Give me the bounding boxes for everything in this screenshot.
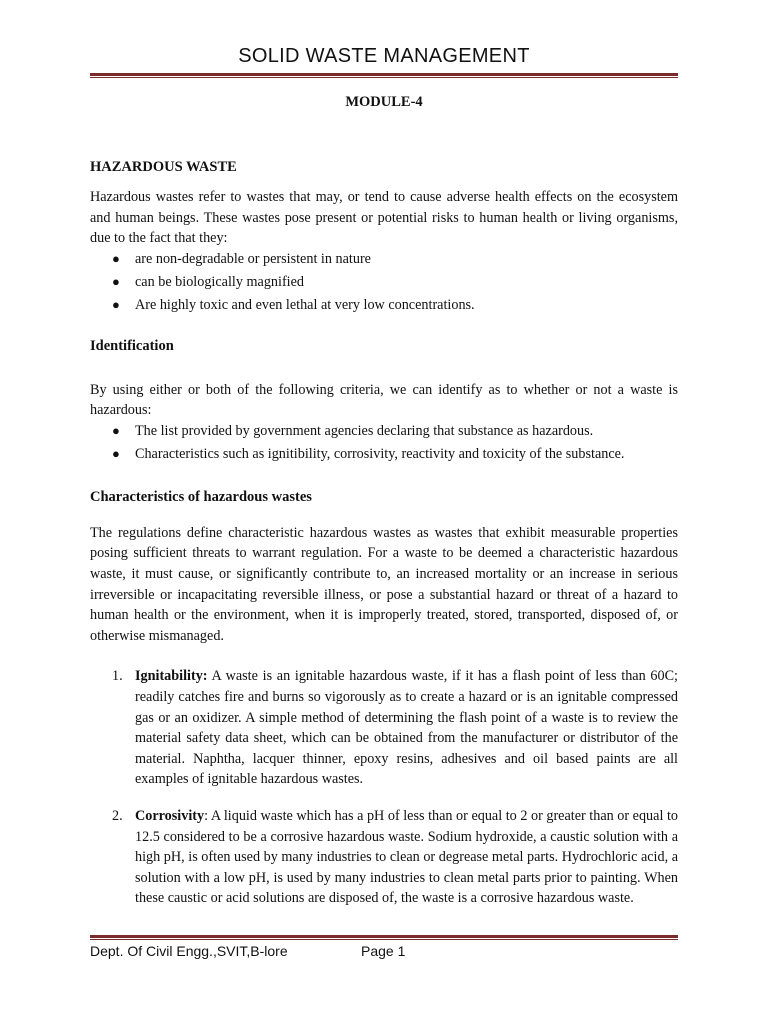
paragraph-characteristics: The regulations define characteristic hazardous wastes as wastes that exhibit measurable properties posing sufficient threats to warrant regulation. For a waste to be deemed a characteristic hazardous waste, it must cause, or significantly contribute to, an increased mortality or an increase in serious irreversible or incapacitating reversible illness, or pose a substantial hazard or threat of a hazard to human health or the environment, when it is improperly treated, stored, transported, disposed of, or otherwise mismanaged. <box>90 524 678 644</box>
bullet-icon: ● <box>112 250 120 266</box>
header-rule <box>90 73 678 78</box>
paragraph-hazardous-intro: Hazardous wastes refer to wastes that may, or tend to cause adverse health effects on the ecosystem and human beings. These wastes pose present or potential risks to human health or living organisms, due to the fact that they: <box>90 189 678 247</box>
paragraph-identification: By using either or both of the following criteria, we can identify as to whether or not a waste is hazardous: <box>90 381 678 419</box>
bullet-icon: ● <box>112 446 120 462</box>
running-header-title: SOLID WASTE MANAGEMENT <box>238 45 530 67</box>
identification-criteria-list <box>90 421 678 465</box>
list-item: ● The list provided by government agencies declaring that substance as hazardous. <box>90 421 678 442</box>
footer-department: Dept. Of Civil Engg.,SVIT,B-lore <box>90 943 288 959</box>
term-corrosivity: Corrosivity <box>135 807 205 824</box>
characteristics-list <box>90 666 678 909</box>
list-item-ignitability: 1. Ignitability: A waste is an ignitable hazardous waste, if it has a flash point of less than 60C; readily catches fire and burns so vigorously as to create a hazard or is an ignitable compressed gas or an oxidizer. A simple method of determining the flash point of a waste is to review the material safety data sheet, which can be obtained from the manufacturer or distributor of the material. Naphtha, lacquer thinner, epoxy resins, adhesives and oil based paints are all examples of ignitable hazardous wastes. <box>112 668 678 788</box>
hazardous-properties-list <box>90 249 678 316</box>
footer-page-number: Page 1 <box>361 943 406 959</box>
list-item: ● Are highly toxic and even lethal at very low concentrations. <box>90 295 678 316</box>
list-item: ● Characteristics such as ignitibility, corrosivity, reactivity and toxicity of the substance. <box>90 444 678 465</box>
list-item-corrosivity: 2. Corrosivity: A liquid waste which has a pH of less than or equal to 2 or greater than or equal to 12.5 considered to be a corrosive hazardous waste. Sodium hydroxide, a caustic solution with a high pH, is often used by many industries to clean or degrease metal parts. Hydrochloric acid, a solution with a low pH, is used by many industries to clean metal parts prior to painting. When these caustic or acid solutions are disposed of, the waste is a corrosive hazardous waste. <box>112 807 678 907</box>
section-heading-characteristics: Characteristics of hazardous wastes <box>90 489 312 506</box>
bullet-icon: ● <box>112 274 120 290</box>
bullet-icon: ● <box>112 297 120 313</box>
document-body <box>90 92 678 909</box>
module-title: MODULE-4 <box>345 94 423 110</box>
list-item: ● can be biologically magnified <box>90 272 678 293</box>
section-heading-identification: Identification <box>90 338 174 355</box>
term-ignitability: Ignitability: <box>135 668 208 685</box>
footer-rule <box>90 935 678 940</box>
list-item: ● are non-degradable or persistent in nature <box>90 249 678 270</box>
section-heading-hazardous-waste: HAZARDOUS WASTE <box>90 158 237 175</box>
bullet-icon: ● <box>112 423 120 439</box>
